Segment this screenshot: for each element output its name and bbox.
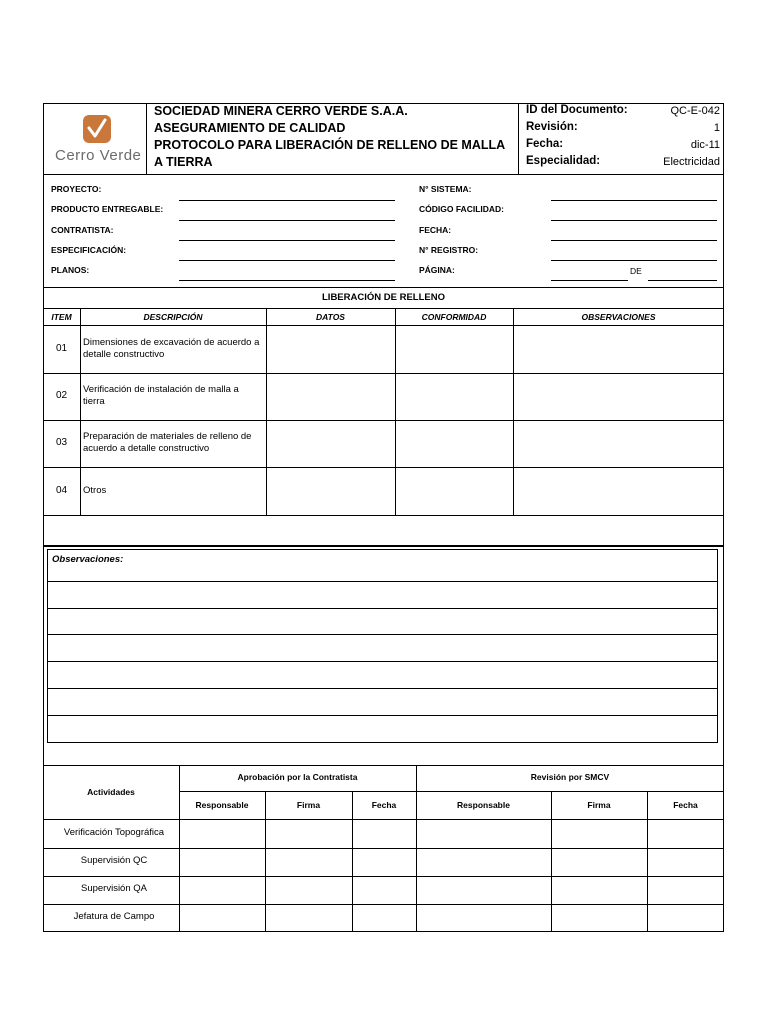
approvals-col-divider: [265, 791, 266, 932]
page-number-field[interactable]: [551, 280, 628, 281]
date-label: Fecha:: [526, 138, 564, 150]
document-title-line1: PROTOCOLO PARA LIBERACIÓN DE RELLENO DE MALLA: [154, 138, 506, 152]
date-value: dic-11: [690, 139, 720, 151]
facility-code-field[interactable]: [551, 220, 717, 221]
col-divider-conf: [513, 308, 514, 516]
smcv-date-header: Fecha: [673, 800, 698, 810]
plans-label: PLANOS:: [51, 265, 90, 275]
col-header-conformity: CONFORMIDAD: [421, 312, 487, 322]
release-title: LIBERACIÓN DE RELLENO: [322, 292, 445, 303]
row-description: acuerdo a detalle constructivo: [83, 443, 210, 454]
approvals-group-header-divider: [179, 791, 724, 792]
contractor-label: CONTRATISTA:: [51, 225, 114, 235]
approvals-row-divider: [43, 876, 724, 877]
row-divider-3: [43, 467, 724, 468]
specification-label: ESPECIFICACIÓN:: [51, 245, 127, 255]
project-label: PROYECTO:: [51, 184, 102, 194]
contractor-approval-header: Aprobación por la Contratista: [237, 772, 358, 782]
observations-box[interactable]: [47, 549, 718, 743]
doc-id-value: QC-E-042: [670, 105, 720, 117]
row-description: detalle constructivo: [83, 349, 165, 360]
obs-outer-right: [723, 546, 724, 765]
observation-line: [47, 715, 718, 716]
observation-line: [47, 608, 718, 609]
blank-band-right: [723, 516, 724, 546]
blank-band-bottom: [43, 545, 724, 547]
specialty-value: Electricidad: [663, 156, 720, 168]
page-of-label: DE: [630, 266, 642, 276]
activity-label: Supervisión QA: [80, 883, 147, 894]
col-divider-item: [80, 308, 81, 516]
registry-number-field[interactable]: [551, 260, 717, 261]
smcv-review-header: Revisión por SMCV: [530, 772, 610, 782]
col-header-item: ITEM: [51, 312, 72, 322]
row-divider-1: [43, 373, 724, 374]
approvals-row-divider: [43, 904, 724, 905]
activities-header: Actividades: [87, 787, 135, 797]
registry-number-label: N° REGISTRO:: [419, 245, 479, 255]
doc-id-label: ID del Documento:: [526, 104, 628, 116]
observation-line: [47, 688, 718, 689]
specification-field[interactable]: [179, 260, 395, 261]
contractor-field[interactable]: [179, 240, 395, 241]
row-item-number: 04: [56, 485, 68, 496]
facility-code-label: CÓDIGO FACILIDAD:: [419, 204, 504, 214]
document-title-line2: A TIERRA: [154, 155, 213, 169]
approvals-row-divider: [43, 848, 724, 849]
col-divider-desc: [266, 308, 267, 516]
col-divider-data: [395, 308, 396, 516]
approvals-col-divider: [352, 791, 353, 932]
smcv-signature-header: Firma: [587, 800, 611, 810]
company-name: SOCIEDAD MINERA CERRO VERDE S.A.A.: [154, 104, 408, 118]
contractor-date-header: Fecha: [371, 800, 397, 810]
info-left-border: [43, 175, 44, 287]
department-name: ASEGURAMIENTO DE CALIDAD: [154, 121, 346, 135]
obs-outer-left: [43, 546, 44, 765]
approvals-col-divider: [551, 791, 552, 932]
observations-label: Observaciones:: [52, 554, 124, 565]
smcv-responsible-header: Responsable: [457, 800, 510, 810]
page-total-field[interactable]: [648, 280, 717, 281]
row-description: Verificación de instalación de malla a: [83, 384, 239, 395]
contractor-signature-header: Firma: [296, 800, 321, 810]
info-date-label: FECHA:: [419, 225, 452, 235]
col-header-observations: OBSERVACIONES: [581, 312, 656, 322]
row-divider-2: [43, 420, 724, 421]
approvals-header-divider: [43, 819, 724, 820]
deliverable-label: PRODUCTO ENTREGABLE:: [51, 204, 164, 214]
row-item-number: 01: [56, 343, 68, 354]
revision-label: Revisión:: [526, 121, 578, 133]
col-header-description: DESCRIPCIÓN: [143, 312, 203, 322]
release-title-divider: [43, 308, 724, 309]
logo-mark-icon: [82, 114, 112, 144]
header-doc-divider: [518, 103, 519, 175]
info-right-border: [723, 175, 724, 287]
row-description: tierra: [83, 396, 105, 407]
project-field[interactable]: [179, 200, 395, 201]
blank-band-left: [43, 516, 44, 546]
revision-value: 1: [713, 122, 720, 134]
page-label: PÁGINA:: [419, 265, 455, 275]
release-header-divider: [43, 325, 724, 326]
row-item-number: 03: [56, 437, 68, 448]
observation-line: [47, 661, 718, 662]
row-description: Dimensiones de excavación de acuerdo a: [83, 337, 260, 348]
logo-text: Cerro Verde: [55, 147, 142, 164]
activity-label: Verificación Topográfica: [63, 827, 165, 838]
plans-field[interactable]: [179, 280, 395, 281]
row-description: Otros: [83, 485, 107, 496]
observation-line: [47, 634, 718, 635]
row-item-number: 02: [56, 390, 68, 401]
observation-line: [47, 581, 718, 582]
company-logo: [55, 114, 142, 166]
info-date-field[interactable]: [551, 240, 717, 241]
system-number-field[interactable]: [551, 200, 717, 201]
activity-label: Jefatura de Campo: [73, 911, 155, 922]
specialty-label: Especialidad:: [526, 155, 601, 167]
contractor-responsible-header: Responsable: [195, 800, 249, 810]
row-description: Preparación de materiales de relleno de: [83, 431, 252, 442]
deliverable-field[interactable]: [179, 220, 395, 221]
activity-label: Supervisión QC: [80, 855, 148, 866]
col-header-data: DATOS: [316, 312, 345, 322]
system-number-label: N° SISTEMA:: [419, 184, 472, 194]
header-logo-divider: [146, 103, 147, 175]
approvals-col-divider: [647, 791, 648, 932]
